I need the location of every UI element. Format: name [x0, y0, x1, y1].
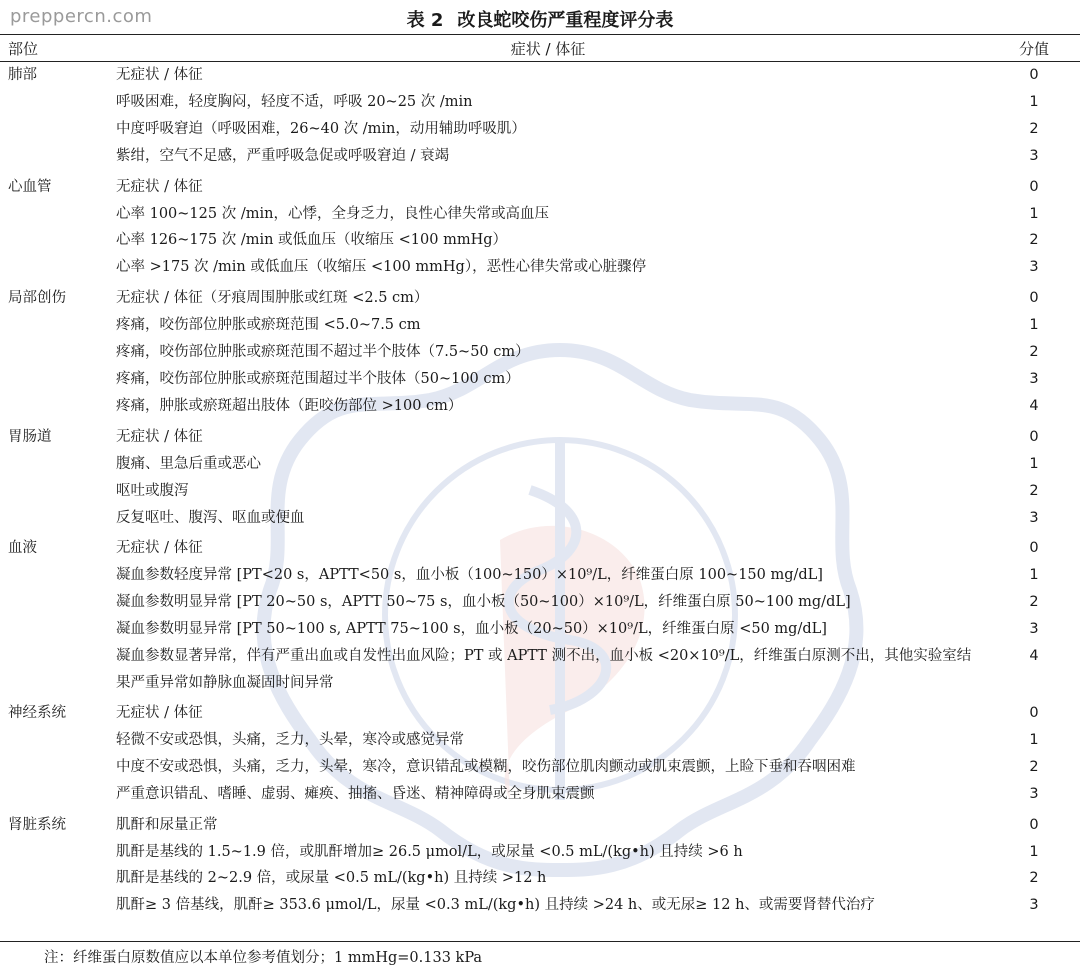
symptom-cell: 疼痛，肿胀或瘀斑超出肢体（距咬伤部位 >100 cm） — [116, 397, 463, 414]
symptom-cell: 紫绀，空气不足感，严重呼吸急促或呼吸窘迫 / 衰竭 — [116, 147, 450, 164]
score-cell: 0 — [1029, 816, 1039, 833]
table-row — [0, 865, 1080, 892]
header-part: 部位 — [8, 39, 39, 58]
table-row — [0, 143, 1080, 170]
body-part-cell — [0, 339, 108, 366]
table-row — [0, 366, 1080, 393]
score-cell: 3 — [1029, 259, 1039, 276]
body-part-cell — [0, 865, 108, 892]
body-part-cell — [0, 616, 108, 643]
table-row — [0, 892, 1080, 920]
symptom-cell: 肌酐和尿量正常 — [116, 816, 218, 833]
body-part-cell — [0, 89, 108, 116]
table-row — [0, 616, 1080, 643]
score-cell: 2 — [1029, 232, 1039, 249]
symptom-cell: 轻微不安或恐惧，头痛，乏力，头晕，寒冷或感觉异常 — [116, 731, 464, 748]
table-row — [0, 170, 1080, 201]
table-body — [0, 62, 1080, 921]
symptom-cell: 无症状 / 体征 — [116, 178, 203, 195]
table-row — [0, 62, 1080, 89]
body-part-cell: 心血管 — [8, 178, 52, 195]
score-cell: 2 — [1029, 120, 1039, 137]
body-part-cell — [0, 366, 108, 393]
body-part-cell — [0, 727, 108, 754]
body-part-cell — [0, 393, 108, 420]
table-row — [0, 227, 1080, 254]
symptom-cell: 心率 100~125 次 /min，心悸，全身乏力，良性心律失常或高血压 — [116, 205, 549, 222]
symptom-cell: 呕吐或腹泻 — [116, 482, 189, 499]
symptom-cell: 反复呕吐、腹泻、呕血或便血 — [116, 509, 305, 526]
table-header-row — [0, 35, 1080, 62]
table-title-text: 改良蛇咬伤严重程度评分表 — [457, 10, 674, 31]
symptom-cell: 疼痛，咬伤部位肿胀或瘀斑范围超过半个肢体（50~100 cm） — [116, 370, 520, 387]
body-part-cell — [0, 201, 108, 228]
score-cell: 3 — [1029, 621, 1039, 638]
body-part-cell — [0, 754, 108, 781]
table-row — [0, 312, 1080, 339]
table-row — [0, 420, 1080, 451]
table-note: 注：纤维蛋白原数值应以本单位参考值划分；1 mmHg=0.133 kPa — [44, 950, 483, 966]
symptom-cell: 凝血参数明显异常 [PT 50~100 s, APTT 75~100 s，血小板（20~50）×10⁹/L，纤维蛋白原 <50 mg/dL] — [116, 621, 827, 638]
symptom-cell: 肌酐是基线的 1.5~1.9 倍，或肌酐增加≥ 26.5 μmol/L，或尿量 <0.5 mL/(kg•h) 且持续 >6 h — [116, 843, 743, 860]
table-row — [0, 478, 1080, 505]
score-cell: 1 — [1029, 731, 1039, 748]
score-cell: 3 — [1029, 785, 1039, 802]
body-part-cell: 神经系统 — [8, 705, 66, 722]
score-cell: 2 — [1029, 594, 1039, 611]
symptom-cell: 中度不安或恐惧，头痛，乏力，头晕，寒冷，意识错乱或模糊，咬伤部位肌肉颤动或肌束震颤，上睑下垂和吞咽困难 — [116, 758, 856, 775]
score-cell: 3 — [1029, 509, 1039, 526]
table-row — [0, 505, 1080, 532]
table-row — [0, 339, 1080, 366]
table-row — [0, 451, 1080, 478]
body-part-cell — [0, 589, 108, 616]
table-row — [0, 531, 1080, 562]
symptom-cell: 呼吸困难，轻度胸闷，轻度不适，呼吸 20~25 次 /min — [116, 93, 473, 110]
symptom-cell: 严重意识错乱、嗜睡、虚弱、瘫痪、抽搐、昏迷、精神障碍或全身肌束震颤 — [116, 785, 595, 802]
body-part-cell — [0, 227, 108, 254]
table-row — [0, 727, 1080, 754]
body-part-cell — [0, 451, 108, 478]
score-cell: 2 — [1029, 482, 1039, 499]
score-cell: 0 — [1029, 67, 1039, 83]
score-cell: 0 — [1029, 428, 1039, 445]
header-symptom: 症状 / 体征 — [510, 39, 586, 58]
body-part-cell: 肺部 — [8, 67, 37, 83]
table-row — [0, 281, 1080, 312]
body-part-cell — [0, 143, 108, 170]
table-row — [0, 116, 1080, 143]
symptom-cell: 疼痛，咬伤部位肿胀或瘀斑范围不超过半个肢体（7.5~50 cm） — [116, 344, 530, 361]
symptom-cell: 无症状 / 体征 — [116, 428, 203, 445]
score-cell: 3 — [1029, 370, 1039, 387]
score-cell: 0 — [1029, 705, 1039, 722]
body-part-cell: 血液 — [8, 540, 37, 557]
table-row — [0, 393, 1080, 420]
score-cell: 2 — [1029, 758, 1039, 775]
score-cell: 0 — [1029, 290, 1039, 307]
symptom-cell: 无症状 / 体征 — [116, 705, 203, 722]
body-part-cell — [0, 839, 108, 866]
body-part-cell — [0, 254, 108, 281]
score-cell: 1 — [1029, 567, 1039, 584]
body-part-cell — [0, 562, 108, 589]
symptom-cell: 心率 >175 次 /min 或低血压（收缩压 <100 mmHg），恶性心律失常或心脏骤停 — [116, 259, 647, 276]
symptom-cell: 疼痛，咬伤部位肿胀或瘀斑范围 <5.0~7.5 cm — [116, 317, 421, 334]
body-part-cell — [0, 781, 108, 808]
body-part-cell — [0, 116, 108, 143]
table-bottom-rule — [0, 941, 1080, 942]
body-part-cell — [0, 892, 108, 920]
body-part-cell: 肾脏系统 — [8, 816, 66, 833]
table-row — [0, 89, 1080, 116]
score-cell: 2 — [1029, 870, 1039, 887]
symptom-cell: 中度呼吸窘迫（呼吸困难，26~40 次 /min，动用辅助呼吸肌） — [116, 120, 526, 137]
symptom-cell: 凝血参数显著异常，伴有严重出血或自发性出血风险；PT 或 APTT 测不出，血小板 <20×10⁹/L，纤维蛋白原测不出，其他实验室结果严重异常如静脉血凝固时间异常 — [116, 648, 972, 691]
table-row — [0, 754, 1080, 781]
symptom-cell: 肌酐是基线的 2~2.9 倍，或尿量 <0.5 mL/(kg•h) 且持续 >12 h — [116, 870, 547, 887]
header-score: 分值 — [1018, 39, 1049, 58]
table-row — [0, 589, 1080, 616]
table-row — [0, 839, 1080, 866]
table-row — [0, 201, 1080, 228]
score-cell: 3 — [1029, 147, 1039, 164]
symptom-cell: 凝血参数明显异常 [PT 20~50 s，APTT 50~75 s，血小板（50~100）×10⁹/L，纤维蛋白原 50~100 mg/dL] — [116, 594, 851, 611]
symptom-cell: 肌酐≥ 3 倍基线，肌酐≥ 353.6 μmol/L，尿量 <0.3 mL/(kg•h) 且持续 >24 h、或无尿≥ 12 h、或需要肾替代治疗 — [116, 897, 875, 914]
score-cell: 1 — [1029, 93, 1039, 110]
body-part-cell — [0, 643, 108, 696]
symptom-cell: 心率 126~175 次 /min 或低血压（收缩压 <100 mmHg） — [116, 232, 508, 249]
table-row — [0, 562, 1080, 589]
score-cell: 2 — [1029, 344, 1039, 361]
symptom-cell: 无症状 / 体征 — [116, 67, 203, 83]
table-row — [0, 254, 1080, 281]
symptom-cell: 无症状 / 体征（牙痕周围肿胀或红斑 <2.5 cm） — [116, 290, 429, 307]
body-part-cell — [0, 505, 108, 532]
score-cell: 1 — [1029, 843, 1039, 860]
score-cell: 0 — [1029, 178, 1039, 195]
body-part-cell — [0, 478, 108, 505]
score-cell: 4 — [1029, 397, 1039, 414]
score-cell: 4 — [1029, 648, 1039, 665]
watermark-text: preppercn.com — [10, 6, 153, 27]
score-cell: 1 — [1029, 455, 1039, 472]
score-cell: 3 — [1029, 897, 1039, 914]
severity-score-table — [0, 34, 1080, 920]
table-title — [0, 6, 1080, 32]
table-row — [0, 808, 1080, 839]
body-part-cell: 局部创伤 — [8, 290, 66, 307]
body-part-cell — [0, 312, 108, 339]
symptom-cell: 凝血参数轻度异常 [PT<20 s，APTT<50 s，血小板（100~150）×10⁹/L，纤维蛋白原 100~150 mg/dL] — [116, 567, 823, 584]
body-part-cell: 胃肠道 — [8, 428, 52, 445]
score-cell: 1 — [1029, 317, 1039, 334]
table-row — [0, 696, 1080, 727]
symptom-cell: 无症状 / 体征 — [116, 540, 203, 557]
table-row — [0, 643, 1080, 696]
score-cell: 1 — [1029, 205, 1039, 222]
table-number: 表 2 — [406, 10, 444, 31]
symptom-cell: 腹痛、里急后重或恶心 — [116, 455, 261, 472]
table-row — [0, 781, 1080, 808]
score-cell: 0 — [1029, 540, 1039, 557]
